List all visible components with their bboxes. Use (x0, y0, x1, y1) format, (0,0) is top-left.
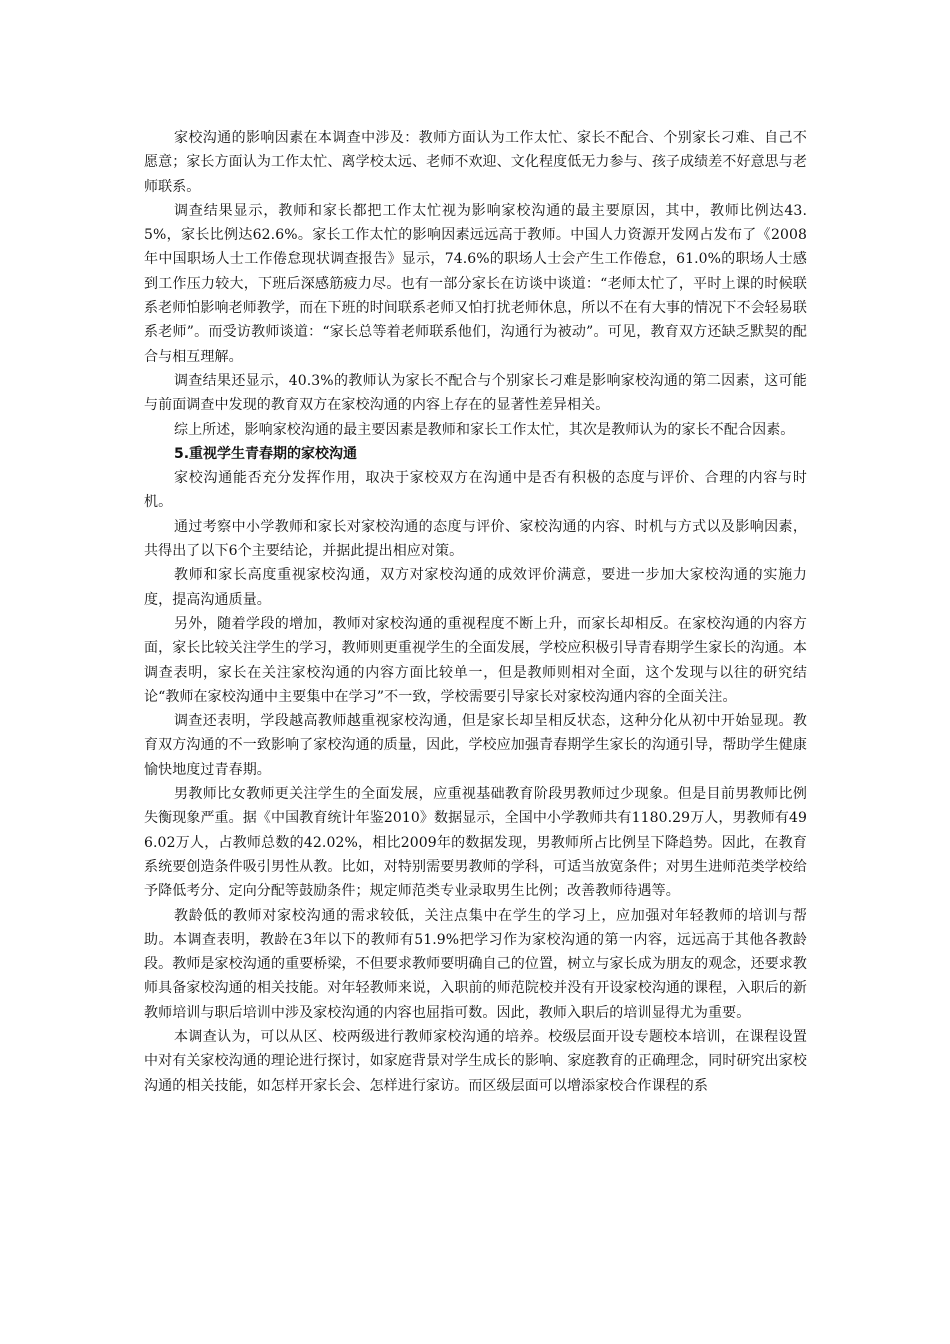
paragraph: 教师和家长高度重视家校沟通，双方对家校沟通的成效评价满意，要进一步加大家校沟通的实施力度，提高沟通质量。 (144, 567, 807, 608)
paragraph: 本调查认为，可以从区、校两级进行教师家校沟通的培养。校级层面开设专题校本培训，在课程设置中对有关家校沟通的理论进行探讨，如家庭背景对学生成长的影响、家庭教育的正确理念，同时研究出家校沟通的相关技能，如怎样开家长会、怎样进行家访。而区级层面可以增添家校合作课程的系 (144, 1028, 807, 1094)
paragraph: 调查还表明，学段越高教师越重视家校沟通，但是家长却呈相反状态，这种分化从初中开始显现。教育双方沟通的不一致影响了家校沟通的质量，因此，学校应加强青春期学生家长的沟通引导，帮助学生健康愉快地度过青春期。 (144, 713, 807, 778)
paragraph: 教龄低的教师对家校沟通的需求较低，关注点集中在学生的学习上，应加强对年轻教师的培训与帮助。本调查表明，教龄在3年以下的教师有51.9%把学习作为家校沟通的第一内容，远远高于其他各教龄段。教师是家校沟通的重要桥梁，不但要求教师要明确自己的位置，树立与家长成为朋友的观念，还要求教师具备家校沟通的相关技能。对年轻教师来说，入职前的师范院校并没有开设家校沟通的课程，入职后的新教师培训与职后培训中涉及家校沟通的内容也屈指可数。因此，教师入职后的培训显得尤为重要。 (144, 907, 807, 1021)
paragraph: 通过考察中小学教师和家长对家校沟通的态度与评价、家校沟通的内容、时机与方式以及影响因素，共得出了以下6个主要结论，并据此提出相应对策。 (144, 518, 807, 560)
paragraph: 调查结果还显示，40.3%的教师认为家长不配合与个别家长刁难是影响家校沟通的第二因素，这可能与前面调查中发现的教育双方在家校沟通的内容上存在的显著性差异相关。 (144, 372, 807, 414)
section-heading: 5.重视学生青春期的家校沟通 (174, 445, 358, 462)
paragraph: 男教师比女教师更关注学生的全面发展，应重视基础教育阶段男教师过少现象。但是目前男教师比例失衡现象严重。据《中国教育统计年鉴2010》数据显示，全国中小学教师共有1180.29万人，男教师有496.02万人，占教师总数的42.02%，相比2009年的数据发现，男教师所占比例呈下降趋势。因此，在教育系统要创造条件吸引男性从教。比如，对特别需要男教师的学科，可适当放宽条件；对男生进师范类学校给予降低考分、定向分配等鼓励条件；规定师范类专业录取男生比例；改善教师待遇等。 (144, 786, 807, 900)
paragraph: 综上所述，影响家校沟通的最主要因素是教师和家长工作太忙，其次是教师认为的家长不配合因素。 (174, 421, 795, 438)
paragraph: 家校沟通能否充分发挥作用，取决于家校双方在沟通中是否有积极的态度与评价、合理的内容与时机。 (144, 470, 807, 511)
paragraph: 家校沟通的影响因素在本调查中涉及：教师方面认为工作太忙、家长不配合、个别家长刁难、自己不愿意；家长方面认为工作太忙、离学校太远、老师不欢迎、文化程度低无力参与、孩子成绩差不好意思与老师联系。 (144, 130, 807, 195)
paragraph: 调查结果显示，教师和家长都把工作太忙视为影响家校沟通的最主要原因，其中，教师比例达43.5%，家长比例达62.6%。家长工作太忙的影响因素远远高于教师。中国人力资源开发网占发布了《2008年中国职场人士工作倦怠现状调查报告》显示，74.6%的职场人士会产生工作倦怠，61.0%的职场人士感到工作压力较大，下班后深感筋疲力尽。也有一部分家长在访谈中谈道：“老师太忙了，平时上课的时候联系老师怕影响老师教学，而在下班的时间联系老师又怕打扰老师休息，所以不在有大事的情况下不会轻易联系老师”。而受访教师谈道：“家长总等着老师联系他们，沟通行为被动”。可见，教育双方还缺乏默契的配合与相互理解。 (144, 202, 807, 365)
paragraph: 另外，随着学段的增加，教师对家校沟通的重视程度不断上升，而家长却相反。在家校沟通的内容方面，家长比较关注学生的学习，教师则更重视学生的全面发展，学校应积极引导青春期学生家长的沟通。本调查表明，家长在关注家校沟通的内容方面比较单一，但是教师则相对全面，这个发现与以往的研究结论“教师在家校沟通中主要集中在学习”不一致，学校需要引导家长对家校沟通内容的全面关注。 (144, 615, 807, 705)
